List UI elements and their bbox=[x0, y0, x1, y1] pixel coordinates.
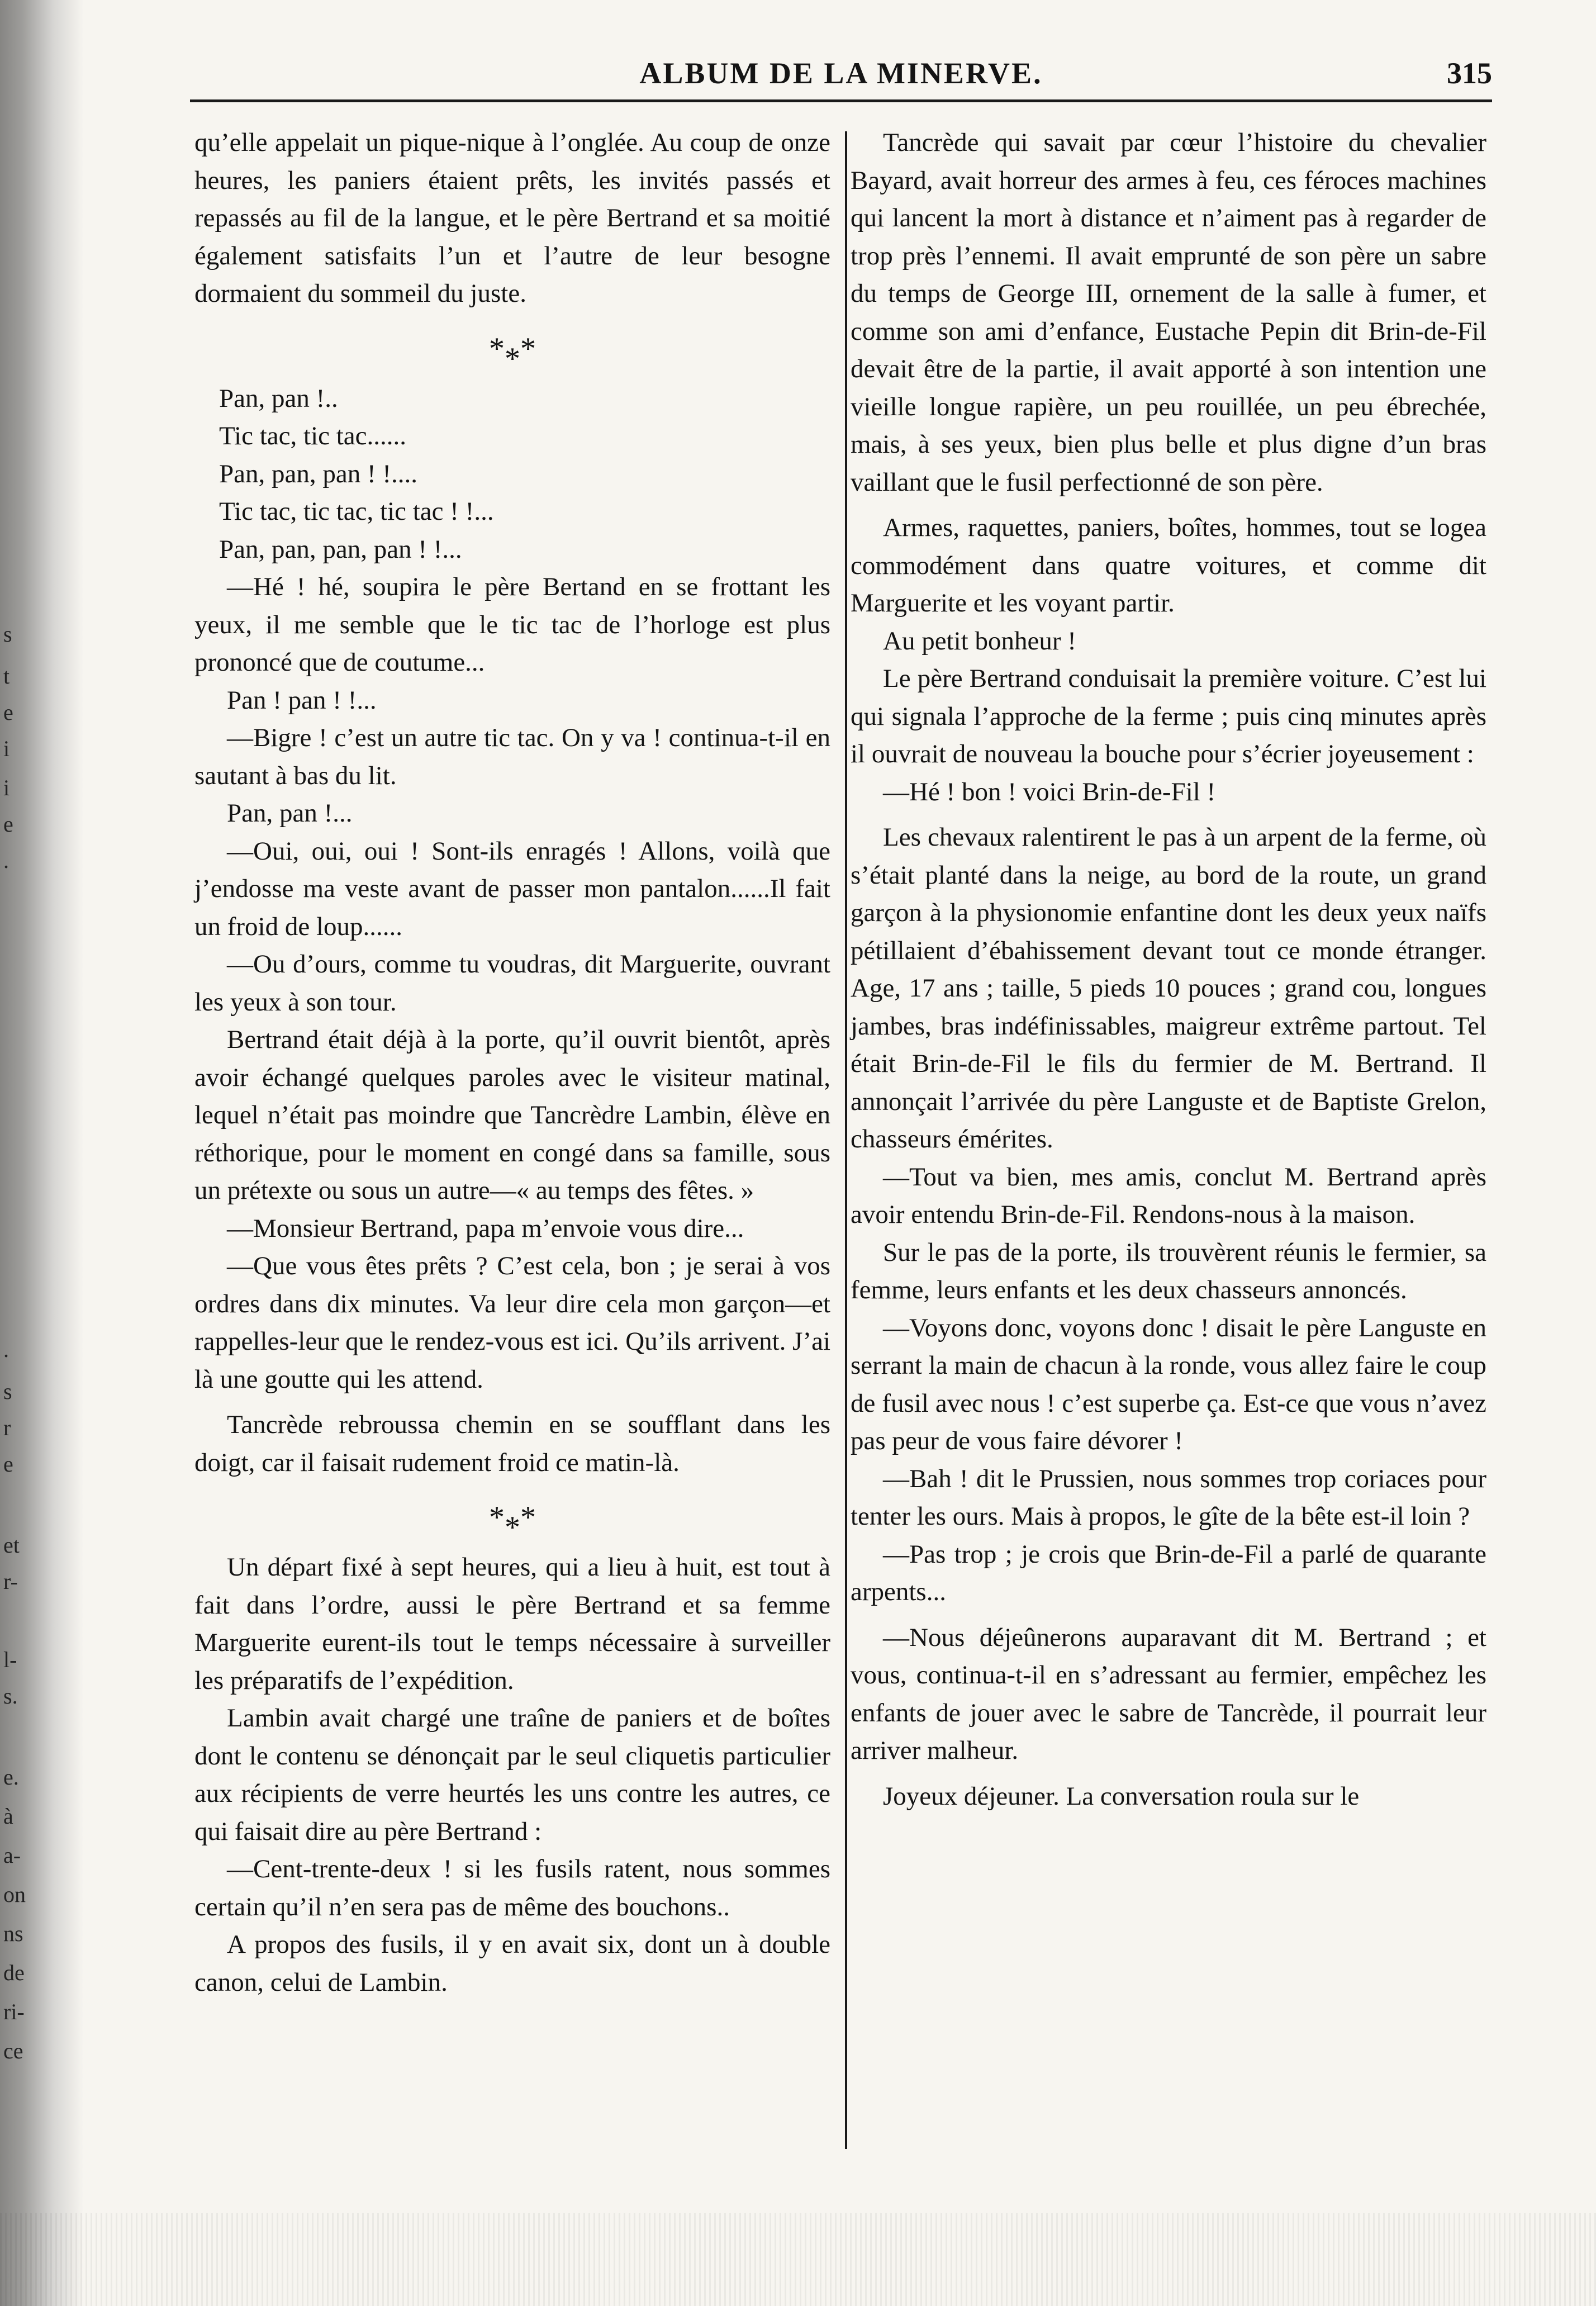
page-title: ALBUM DE LA MINERVE. bbox=[639, 56, 1043, 90]
margin-fragment: s bbox=[3, 621, 12, 647]
asterism-star: * bbox=[489, 1500, 505, 1535]
paragraph: Tancrède qui savait par cœur l’histoire du chevalier Bayard, avait horreur des armes à feu, ces féroces machines qui lancent la mort à distance et n’aiment pas à regarder de trop près l’ennemi. Il avait emprunté de son père un sabre du temps de George III, ornement de la salle à fumer, et comme son ami d’enfance, Eustache Pepin dit Brin-de-Fil devait être de la partie, il avait apporté à son intention une vieille longue rapière, un peu rouillée, un peu ébrechée, mais, à ses yeux, bien plus belle et plus digne d’un bras vaillant que le fusil perfectionné de son père. bbox=[851, 128, 1486, 497]
paragraph: —Cent-trente-deux ! si les fusils ratent, nous sommes certain qu’il n’en sera pas de même des bouchons.. bbox=[194, 1854, 830, 1921]
margin-fragment: . bbox=[3, 848, 9, 873]
print-noise-border bbox=[0, 2213, 1596, 2306]
asterism-star: * bbox=[505, 341, 520, 376]
margin-fragment: . bbox=[3, 1337, 9, 1362]
margin-fragment: t bbox=[3, 663, 10, 689]
margin-fragment: r- bbox=[3, 1569, 18, 1594]
margin-fragment: r bbox=[3, 1415, 11, 1440]
page-header bbox=[190, 56, 1492, 101]
paragraph: Un départ fixé à sept heures, qui a lieu à huit, est tout à fait dans l’ordre, aussi le père Bertrand et sa femme Marguerite eurent-ils tout le temps nécessaire à surveiller les préparatifs de l’expédition. bbox=[194, 1553, 830, 1695]
paragraph: Joyeux déjeuner. La conversation roula sur le bbox=[883, 1781, 1360, 1811]
paragraph: —Bigre ! c’est un autre tic tac. On y va ! continua-t-il en sautant à bas du lit. bbox=[194, 723, 830, 790]
paragraph: —Ou d’ours, comme tu voudras, dit Marguerite, ouvrant les yeux à son tour. bbox=[194, 950, 830, 1017]
margin-fragment: a- bbox=[3, 1843, 21, 1868]
paragraph: Au petit bonheur ! bbox=[883, 626, 1076, 656]
right-column bbox=[851, 124, 1486, 1815]
margin-fragment: et bbox=[3, 1532, 20, 1558]
paragraph: —Hé ! bon ! voici Brin-de-Fil ! bbox=[883, 777, 1216, 806]
margin-fragment: ri- bbox=[3, 1999, 25, 2024]
paragraph: Lambin avait chargé une traîne de paniers et de boîtes dont le contenu se dénonçait par le seul cliquetis particulier aux récipients de verre heurtés les uns contre les autres, ce qui faisait dire au père Bertrand : bbox=[194, 1704, 830, 1846]
paragraph: Bertrand était déjà à la porte, qu’il ouvrit bientôt, après avoir échangé quelques paroles avec le visiteur matinal, lequel n’était pas moindre que Tancrèdre Lambin, élève en réthorique, pour le moment en congé dans sa famille, sous un prétexte ou sous un autre—« au temps des fêtes. » bbox=[194, 1025, 830, 1205]
dialogue-line: Pan, pan, pan, pan ! !... bbox=[219, 534, 462, 564]
asterism-star: * bbox=[505, 1510, 520, 1545]
asterism-star: * bbox=[520, 1500, 536, 1535]
paragraph: Tancrède rebroussa chemin en se soufflant dans les doigt, car il faisait rudement froid ce matin-là. bbox=[194, 1410, 830, 1477]
paragraph: —Hé ! hé, soupira le père Bertand en se frottant les yeux, il me semble que le tic tac de l’horloge est plus prononcé que de coutume... bbox=[194, 572, 830, 677]
dialogue-line: Tic tac, tic tac, tic tac ! !... bbox=[219, 497, 494, 526]
margin-fragment: l- bbox=[3, 1647, 17, 1672]
paragraph: —Pas trop ; je crois que Brin-de-Fil a parlé de quarante arpents... bbox=[851, 1539, 1486, 1606]
dialogue-line: Pan, pan, pan ! !.... bbox=[219, 459, 418, 488]
paragraph: qu’elle appelait un pique-nique à l’onglée. Au coup de onze heures, les paniers étaient prêts, les invités passés et repassés au fil de la langue, et le père Bertrand et sa moitié également satisfaits l’un et l’autre de leur besogne dormaient du sommeil du juste. bbox=[194, 128, 830, 308]
asterism-star: * bbox=[489, 331, 505, 366]
asterism-star: * bbox=[520, 331, 536, 366]
previous-page-margin-fragments bbox=[0, 0, 39, 2306]
dialogue-line: Tic tac, tic tac...... bbox=[219, 421, 407, 450]
paragraph: —Nous déjeûnerons auparavant dit M. Bertrand ; et vous, continua-t-il en s’adressant au fermier, empêchez les enfants de jouer avec le sabre de Tancrède, il pourrait leur arriver malheur. bbox=[851, 1622, 1486, 1765]
margin-fragment: s. bbox=[3, 1683, 18, 1709]
paragraph: Pan ! pan ! !... bbox=[227, 685, 377, 715]
margin-fragment: i bbox=[3, 736, 10, 761]
margin-fragment: e. bbox=[3, 1764, 19, 1790]
margin-fragment: à bbox=[3, 1804, 13, 1829]
paragraph: —Que vous êtes prêts ? C’est cela, bon ; je serai à vos ordres dans dix minutes. Va leur dire cela mon garçon—et rappelles-leur que le rendez-vous est ici. Qu’ils arrivent. J’ai là une goutte qui les attend. bbox=[194, 1251, 831, 1394]
margin-fragment: e bbox=[3, 700, 13, 725]
paragraph: Le père Bertrand conduisait la première voiture. C’est lui qui signala l’approche de la ferme ; puis cinq minutes après il ouvrait de nouveau la bouche pour s’écrier joyeusement : bbox=[851, 664, 1486, 768]
section-break-asterism bbox=[194, 1500, 830, 1545]
paragraph: —Monsieur Bertrand, papa m’envoie vous dire... bbox=[227, 1213, 744, 1243]
margin-fragment: e bbox=[3, 812, 13, 837]
paragraph: Pan, pan !... bbox=[227, 799, 353, 828]
margin-fragment: s bbox=[3, 1379, 12, 1404]
page-number: 315 bbox=[1447, 56, 1492, 90]
paragraph: Armes, raquettes, paniers, boîtes, hommes, tout se logea commodément dans quatre voitures, et comme dit Marguerite et les voyant partir. bbox=[851, 513, 1486, 618]
margin-fragment: e bbox=[3, 1451, 13, 1477]
left-column bbox=[194, 124, 830, 2001]
paragraph: Sur le pas de la porte, ils trouvèrent réunis le fermier, sa femme, leurs enfants et les deux chasseurs annoncés. bbox=[851, 1237, 1486, 1304]
header-rule bbox=[190, 99, 1492, 102]
section-break-asterism bbox=[194, 331, 830, 376]
paragraph: —Tout va bien, mes amis, conclut M. Bertrand après avoir entendu Brin-de-Fil. Rendons-nous à la maison. bbox=[851, 1162, 1486, 1229]
column-divider bbox=[845, 131, 847, 2149]
margin-fragment: ns bbox=[3, 1921, 23, 1946]
paragraph: —Oui, oui, oui ! Sont-ils enragés ! Allons, voilà que j’endosse ma veste avant de passer mon pantalon......Il fait un froid de loup...... bbox=[194, 836, 830, 941]
margin-fragment: ce bbox=[3, 2038, 23, 2063]
margin-fragment: on bbox=[3, 1882, 26, 1907]
paragraph: —Bah ! dit le Prussien, nous sommes trop coriaces pour tenter les ours. Mais à propos, le gîte de la bête est-il loin ? bbox=[851, 1464, 1486, 1531]
paragraph: Les chevaux ralentirent le pas à un arpent de la ferme, où s’était planté dans la neige, au bord de la route, un grand garçon à la physionomie enfantine dont les deux yeux naïfs pétillaient d’ébahissement devant tout ce monde étranger. Age, 17 ans ; taille, 5 pieds 10 pouces ; grand cou, longues jambes, bras indéfinissables, maigreur extrême partout. Tel était Brin-de-Fil le fils du fermier de M. Bertrand. Il annonçait l’arrivée du père Languste et de Baptiste Grelon, chasseurs émérites. bbox=[851, 823, 1486, 1154]
paragraph: —Voyons donc, voyons donc ! disait le père Languste en serrant la main de chacun à la ronde, vous allez faire le coup de fusil avec nous ! c’est superbe ça. Est-ce que vous n’avez pas peur de vous faire dévorer ! bbox=[851, 1313, 1486, 1455]
margin-fragment: de bbox=[3, 1960, 25, 1985]
paragraph: A propos des fusils, il y en avait six, dont un à double canon, celui de Lambin. bbox=[194, 1930, 830, 1997]
dialogue-line: Pan, pan !.. bbox=[219, 383, 338, 413]
margin-fragment: i bbox=[3, 775, 10, 800]
